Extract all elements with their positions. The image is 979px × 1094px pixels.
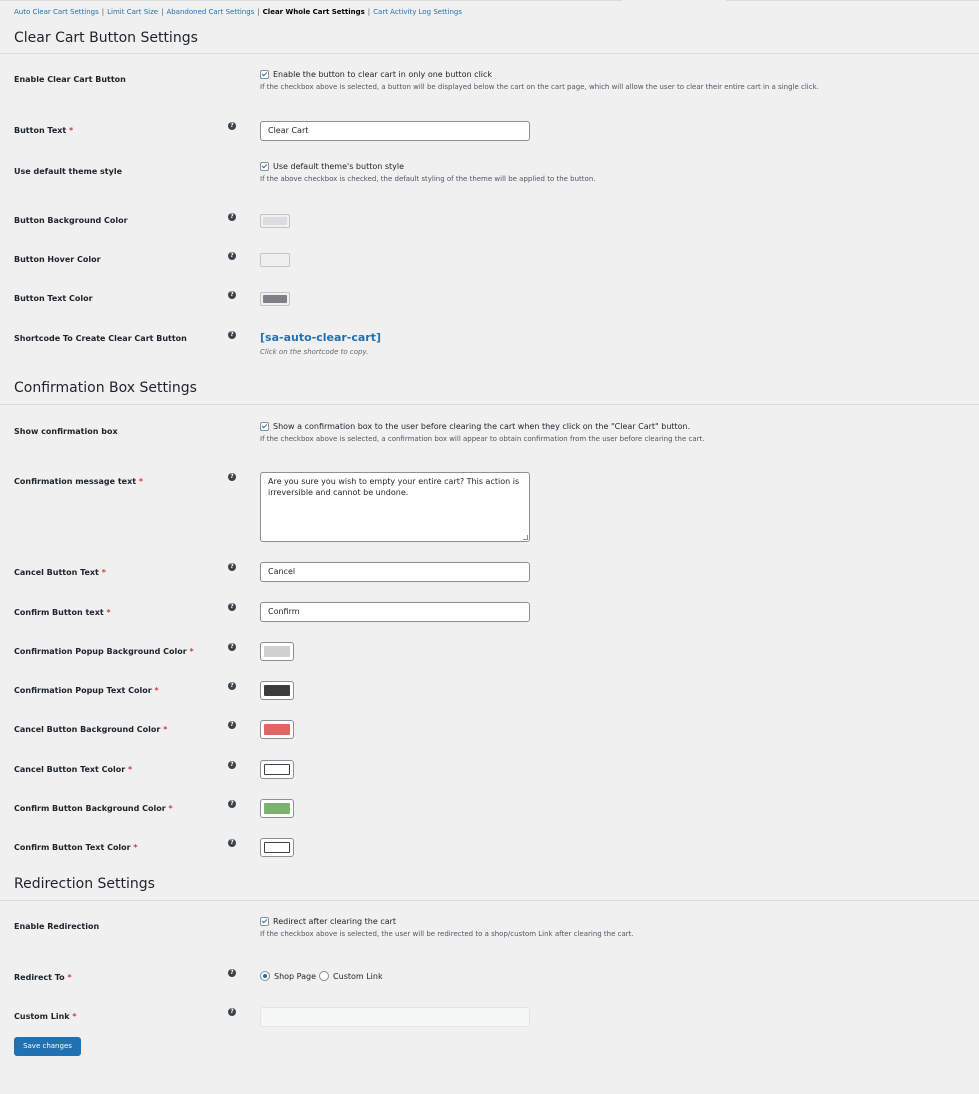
label-button-text: Button Text * — [14, 126, 74, 135]
cancel-text-color-picker[interactable] — [260, 760, 294, 779]
label-cancel-bg-color: Cancel Button Background Color * — [14, 725, 168, 734]
required-asterisk: * — [133, 843, 138, 852]
confirm-text-color-picker[interactable] — [260, 838, 294, 857]
required-asterisk: * — [128, 765, 133, 774]
enable-clear-cart-checkbox[interactable] — [260, 70, 269, 79]
enable-clear-cart-checkbox-label: Enable the button to clear cart in only one button click — [273, 70, 493, 79]
cancel-bg-color-picker[interactable] — [260, 720, 294, 739]
required-asterisk: * — [154, 686, 159, 695]
help-icon[interactable]: ? — [228, 643, 236, 651]
show-confirmation-description: If the checkbox above is selected, a confirmation box will appear to obtain confirmation from the user before clearing the cart. — [260, 435, 705, 443]
help-icon[interactable]: ? — [228, 122, 236, 130]
settings-subnav — [14, 8, 462, 16]
button-hover-color-picker[interactable] — [260, 253, 290, 267]
redirect-shop-page-radio[interactable] — [260, 971, 270, 981]
help-icon[interactable]: ? — [228, 761, 236, 769]
button-text-input[interactable]: Clear Cart — [260, 121, 530, 141]
help-icon[interactable]: ? — [228, 563, 236, 571]
button-bg-color-picker[interactable] — [260, 214, 290, 228]
color-swatch — [264, 724, 290, 735]
subnav-clear-whole-cart: Clear Whole Cart Settings — [262, 8, 365, 16]
default-theme-style-checkbox-label: Use default theme's button style — [273, 162, 405, 171]
popup-text-color-picker[interactable] — [260, 681, 294, 700]
help-icon[interactable]: ? — [228, 473, 236, 481]
section-title-confirmation: Confirmation Box Settings — [14, 380, 197, 396]
radio-selected-dot — [263, 974, 267, 978]
required-asterisk: * — [163, 725, 168, 734]
help-icon[interactable]: ? — [228, 1008, 236, 1016]
label-popup-text-color: Confirmation Popup Text Color * — [14, 686, 159, 695]
top-border-right — [726, 0, 979, 1]
help-icon[interactable]: ? — [228, 969, 236, 977]
label-confirm-bg-color: Confirm Button Background Color * — [14, 804, 173, 813]
label-confirm-text-color: Confirm Button Text Color * — [14, 843, 138, 852]
checkmark-icon — [262, 918, 268, 924]
required-asterisk: * — [138, 477, 144, 486]
label-confirm-button-text: Confirm Button text * — [14, 608, 111, 617]
label-shortcode: Shortcode To Create Clear Cart Button — [14, 334, 187, 343]
redirect-custom-link-radio[interactable] — [319, 971, 329, 981]
show-confirmation-checkbox[interactable] — [260, 422, 269, 431]
color-swatch — [263, 256, 287, 264]
color-swatch — [263, 295, 287, 303]
required-asterisk: * — [106, 608, 111, 617]
help-icon[interactable]: ? — [228, 331, 236, 339]
subnav-separator: | — [257, 8, 260, 16]
required-asterisk: * — [67, 973, 72, 982]
subnav-cart-activity-log[interactable]: Cart Activity Log Settings — [373, 8, 463, 16]
enable-redirection-description: If the checkbox above is selected, the user will be redirected to a shop/custom Link after clearing the cart. — [260, 930, 634, 938]
section-divider — [0, 53, 979, 54]
label-button-text-color: Button Text Color — [14, 294, 93, 303]
confirm-button-text-input[interactable]: Confirm — [260, 602, 530, 622]
label-redirect-to: Redirect To * — [14, 973, 72, 982]
required-asterisk: * — [189, 647, 194, 656]
label-enable-redirection: Enable Redirection — [14, 922, 100, 931]
label-cancel-button-text: Cancel Button Text * — [14, 568, 106, 577]
shortcode-copy-link[interactable]: [sa-auto-clear-cart] — [260, 331, 382, 344]
required-asterisk: * — [101, 568, 106, 577]
required-asterisk: * — [72, 1012, 77, 1021]
popup-bg-color-picker[interactable] — [260, 642, 294, 661]
color-swatch — [264, 685, 290, 696]
subnav-separator: | — [101, 8, 105, 16]
subnav-separator: | — [367, 8, 371, 16]
confirmation-message-textarea[interactable] — [260, 472, 530, 542]
checkmark-icon — [262, 71, 268, 77]
help-icon[interactable]: ? — [228, 839, 236, 847]
label-button-hover-color: Button Hover Color — [14, 255, 101, 264]
checkmark-icon — [262, 423, 268, 429]
required-asterisk: * — [168, 804, 173, 813]
help-icon[interactable]: ? — [228, 603, 236, 611]
label-show-confirmation: Show confirmation box — [14, 427, 118, 436]
section-divider — [0, 404, 979, 405]
subnav-abandoned-cart[interactable]: Abandoned Cart Settings — [166, 8, 255, 16]
enable-clear-cart-description: If the checkbox above is selected, a button will be displayed below the cart on the cart page, which will allow the user to clear their entire cart in a single click. — [260, 83, 819, 91]
enable-redirection-checkbox[interactable] — [260, 917, 269, 926]
color-swatch — [264, 803, 290, 814]
subnav-limit-cart-size[interactable]: Limit Cart Size — [107, 8, 159, 16]
color-swatch — [264, 842, 290, 853]
required-asterisk: * — [69, 126, 74, 135]
enable-redirection-checkbox-label: Redirect after clearing the cart — [273, 917, 397, 926]
color-swatch — [264, 764, 290, 775]
label-cancel-text-color: Cancel Button Text Color * — [14, 765, 133, 774]
section-title-redirection: Redirection Settings — [14, 876, 155, 892]
section-divider — [0, 900, 979, 901]
color-swatch — [264, 646, 290, 657]
color-swatch — [263, 217, 287, 225]
cancel-button-text-input[interactable]: Cancel — [260, 562, 530, 582]
help-icon[interactable]: ? — [228, 213, 236, 221]
button-text-color-picker[interactable] — [260, 292, 290, 306]
resize-handle-icon[interactable] — [523, 535, 528, 540]
help-icon[interactable]: ? — [228, 721, 236, 729]
label-default-theme-style: Use default theme style — [14, 167, 123, 176]
subnav-auto-clear-cart[interactable]: Auto Clear Cart Settings — [14, 8, 99, 16]
show-confirmation-checkbox-label: Show a confirmation box to the user before clearing the cart when they click on the "Clear Cart" button. — [273, 422, 691, 431]
label-popup-bg-color: Confirmation Popup Background Color * — [14, 647, 194, 656]
subnav-separator: | — [161, 8, 164, 16]
label-enable-clear-cart: Enable Clear Cart Button — [14, 75, 126, 84]
default-theme-style-checkbox[interactable] — [260, 162, 269, 171]
shortcode-hint: Click on the shortcode to copy. — [260, 348, 369, 356]
section-title-clear-cart: Clear Cart Button Settings — [14, 30, 198, 46]
confirmation-message-value: Are you sure you wish to empty your entire cart? This action is irreversible and cannot be undone. — [268, 477, 520, 497]
top-border-left — [0, 0, 622, 1]
label-button-bg-color: Button Background Color — [14, 216, 128, 225]
redirect-shop-page-label: Shop Page — [274, 971, 317, 981]
help-icon[interactable]: ? — [228, 800, 236, 808]
default-theme-style-description: If the above checkbox is checked, the default styling of the theme will be applied to the button. — [260, 175, 596, 183]
checkmark-icon — [262, 163, 268, 169]
custom-link-input[interactable] — [260, 1007, 530, 1027]
help-icon[interactable]: ? — [228, 291, 236, 299]
label-custom-link: Custom Link * — [14, 1012, 77, 1021]
confirm-bg-color-picker[interactable] — [260, 799, 294, 818]
redirect-custom-link-label: Custom Link — [333, 971, 383, 981]
help-icon[interactable]: ? — [228, 252, 236, 260]
label-confirmation-message: Confirmation message text * — [14, 477, 144, 486]
help-icon[interactable]: ? — [228, 682, 236, 690]
save-changes-button[interactable]: Save changes — [14, 1037, 81, 1056]
